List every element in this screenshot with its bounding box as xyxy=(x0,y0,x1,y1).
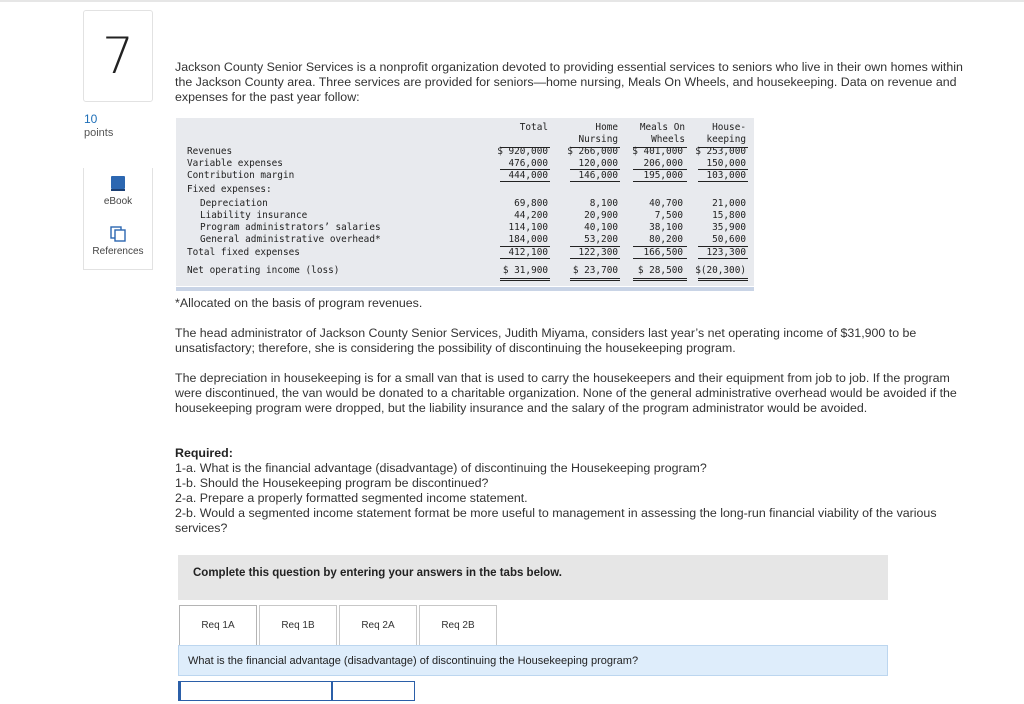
intro-text: Jackson County Senior Services is a nonprofit organization devoted to providing essential services to seniors who live in their own homes within the Jackson County area. Three services are provided for seniors—home nursing, Meals On Wheels, and housekeeping. Data on revenue and expenses for the past year follow: xyxy=(175,60,963,104)
table-cell-house: 21,000 xyxy=(712,198,746,209)
table-row-label: Variable expenses xyxy=(187,158,283,169)
table-cell-meals: 166,500 xyxy=(643,247,683,258)
required-item: 2-a. Prepare a properly formatted segmented income statement. xyxy=(175,491,528,505)
table-row-label: Fixed expenses: xyxy=(187,184,272,195)
table-cell-home: 53,200 xyxy=(584,234,618,245)
table-cell-total: 114,100 xyxy=(508,222,548,233)
points-label: points xyxy=(84,127,114,139)
overhead-underline xyxy=(633,246,687,247)
question-number-box xyxy=(83,10,153,102)
top-divider xyxy=(0,0,1024,2)
table-cell-home: 146,000 xyxy=(578,170,618,181)
table-cell-meals: 38,100 xyxy=(649,222,683,233)
table-cell-home: 120,000 xyxy=(578,158,618,169)
paragraph-head-administrator: The head administrator of Jackson County Senior Services, Judith Miyama, considers last year’s net operating income of $31,900 to be unsatisfactory; therefore, she is considering the possibility of discontinuing the housekeeping program. xyxy=(175,326,917,355)
references-label: References xyxy=(92,246,144,257)
tfe-underline xyxy=(633,258,687,259)
tab-req-1a[interactable]: Req 1A xyxy=(179,605,257,645)
active-question-text: What is the financial advantage (disadvantage) of discontinuing the Housekeeping program? xyxy=(188,655,639,667)
requirement-tabs xyxy=(179,605,499,645)
instructions-banner xyxy=(178,555,888,600)
tab-req-2b[interactable]: Req 2B xyxy=(419,605,497,645)
financial-table xyxy=(176,118,754,286)
table-bottom-bar xyxy=(176,287,754,291)
noi-double-underline xyxy=(500,278,550,281)
table-cell-total: 184,000 xyxy=(508,234,548,245)
header-housekeeping: House- keeping xyxy=(706,122,746,145)
required-item: 2-b. Would a segmented income statement format be more useful to management in assessing the long-run financial viability of the various services? xyxy=(175,506,937,535)
table-cell-home: 122,300 xyxy=(578,247,618,258)
table-cell-home: $ 266,000 xyxy=(567,146,618,157)
ebook-label: eBook xyxy=(103,196,133,207)
table-cell-meals: 195,000 xyxy=(643,170,683,181)
table-cell-meals: 7,500 xyxy=(654,210,683,221)
table-cell-meals: 206,000 xyxy=(643,158,683,169)
table-cell-meals: 40,700 xyxy=(649,198,683,209)
table-cell-meals: $ 401,000 xyxy=(632,146,683,157)
table-cell-house: 123,300 xyxy=(706,247,746,258)
cm-underline xyxy=(698,181,748,182)
table-cell-total: $ 920,000 xyxy=(497,146,548,157)
table-cell-total: 476,000 xyxy=(508,158,548,169)
table-cell-home: 40,100 xyxy=(584,222,618,233)
noi-double-underline xyxy=(633,278,687,281)
tfe-underline xyxy=(500,258,550,259)
variable-underline xyxy=(698,169,748,170)
required-section xyxy=(175,446,965,536)
overhead-underline xyxy=(570,246,620,247)
table-row-label: General administrative overhead* xyxy=(200,234,381,245)
required-title: Required: xyxy=(175,446,233,460)
table-cell-meals: $ 28,500 xyxy=(637,265,683,276)
table-row-label: Program administrators’ salaries xyxy=(200,222,381,233)
noi-double-underline xyxy=(570,278,620,281)
table-cell-house: $ 253,000 xyxy=(695,146,746,157)
table-row-label: Liability insurance xyxy=(200,210,308,221)
header-total: Total xyxy=(519,122,548,133)
table-cell-total: 412,100 xyxy=(508,247,548,258)
variable-underline xyxy=(633,169,687,170)
header-home-nursing: Home Nursing xyxy=(578,122,618,145)
tfe-underline xyxy=(698,258,748,259)
answer-label-field[interactable] xyxy=(179,682,333,700)
tab-req-2a[interactable]: Req 2A xyxy=(339,605,417,645)
noi-double-underline xyxy=(698,278,748,281)
points-value: 10 xyxy=(84,112,98,126)
table-cell-total: $ 31,900 xyxy=(502,265,548,276)
question-number: 7 xyxy=(102,27,134,85)
cm-underline xyxy=(500,181,550,182)
table-cell-home: 20,900 xyxy=(584,210,618,221)
cm-underline xyxy=(633,181,687,182)
overhead-underline xyxy=(698,246,748,247)
table-cell-house: $(20,300) xyxy=(695,265,746,276)
footnote: *Allocated on the basis of program revenues. xyxy=(175,296,423,310)
variable-underline xyxy=(500,169,550,170)
table-cell-house: 103,000 xyxy=(706,170,746,181)
paragraph-depreciation: The depreciation in housekeeping is for a small van that is used to carry the housekeepers and their equipment from job to job. If the program were discontinued, the van would be donated to a charitable organization. None of the general administrative overhead would be avoided if the housekeeping program were dropped, but the liability insurance and the salary of the program administrator would be avoided. xyxy=(175,371,957,415)
tfe-underline xyxy=(570,258,620,259)
answer-amount-field[interactable] xyxy=(333,682,414,700)
references-button[interactable] xyxy=(84,226,152,257)
table-row-label: Revenues xyxy=(187,146,233,157)
required-item: 1-a. What is the financial advantage (disadvantage) of discontinuing the Housekeeping program? xyxy=(175,461,707,475)
table-row-label: Net operating income (loss) xyxy=(187,265,340,276)
header-meals-on-wheels: Meals On Wheels xyxy=(639,122,685,145)
answer-row xyxy=(178,681,415,701)
required-item: 1-b. Should the Housekeeping program be discontinued? xyxy=(175,476,489,490)
table-cell-home: $ 23,700 xyxy=(572,265,618,276)
points-block xyxy=(84,112,113,140)
overhead-underline xyxy=(500,246,550,247)
table-row-label: Contribution margin xyxy=(187,170,295,181)
table-row-label: Total fixed expenses xyxy=(187,247,300,258)
table-cell-total: 44,200 xyxy=(514,210,548,221)
ebook-button[interactable] xyxy=(84,175,152,207)
variable-underline xyxy=(570,169,620,170)
references-icon xyxy=(110,226,126,242)
active-question-bar xyxy=(178,645,888,676)
ebook-icon xyxy=(110,175,126,192)
cm-underline xyxy=(570,181,620,182)
table-cell-home: 8,100 xyxy=(589,198,618,209)
table-row-label: Depreciation xyxy=(200,198,268,209)
tab-req-1b[interactable]: Req 1B xyxy=(259,605,337,645)
instructions-text: Complete this question by entering your answers in the tabs below. xyxy=(193,567,562,579)
table-cell-house: 15,800 xyxy=(712,210,746,221)
table-cell-total: 69,800 xyxy=(514,198,548,209)
table-cell-meals: 80,200 xyxy=(649,234,683,245)
table-cell-house: 35,900 xyxy=(712,222,746,233)
table-cell-total: 444,000 xyxy=(508,170,548,181)
table-cell-house: 150,000 xyxy=(706,158,746,169)
table-cell-house: 50,600 xyxy=(712,234,746,245)
